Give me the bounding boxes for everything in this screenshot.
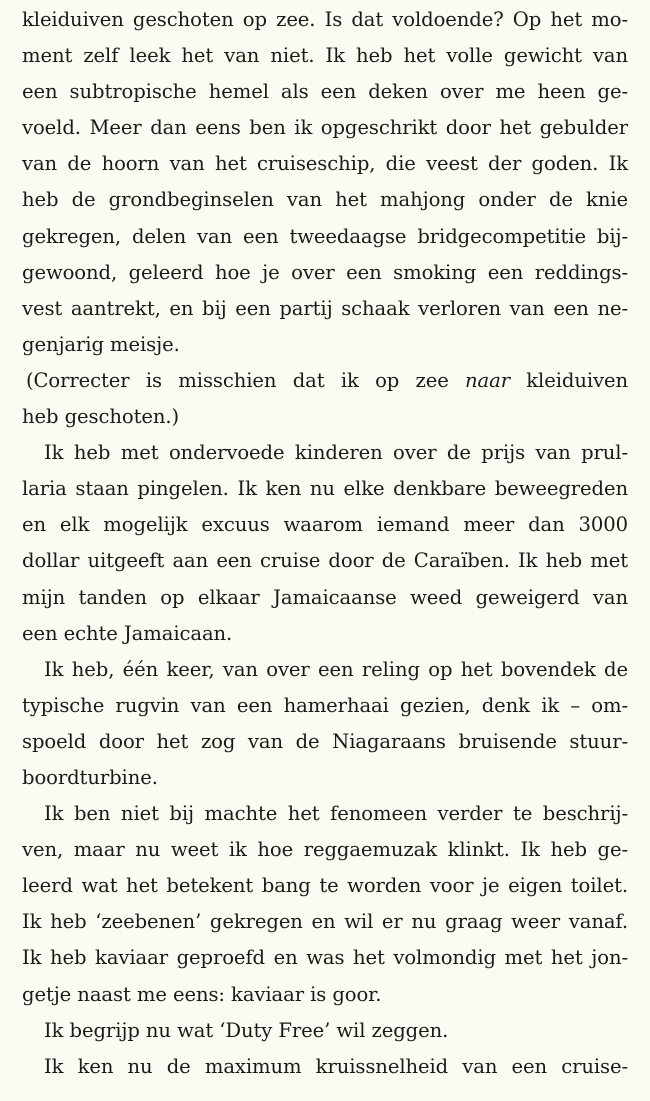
text-line: Ik heb met ondervoede kinderen over de prijs van prul- [44,441,628,465]
text-line: Ik heb ‘zeebenen’ gekregen en wil er nu graag weer vanaf. [22,910,628,934]
italic-word: naar [465,368,510,392]
text-line: voeld. Meer dan eens ben ik opgeschrikt door het gebulder [22,116,628,140]
text-line: Ik ben niet bij machte het fenomeen verder te beschrij- [44,802,628,826]
text-line: vest aantrekt, en bij een partij schaak verloren van een ne- [22,296,628,320]
paragraph-3 [22,435,628,652]
text-line [22,363,628,399]
text-line: laria staan pingelen. Ik ken nu elke denkbare beweegreden [22,477,628,501]
text-line: en elk mogelijk excuus waarom iemand meer dan 3000 [22,513,628,537]
text-line: ment zelf leek het van niet. Ik heb het volle gewicht van [22,44,628,68]
text-line: mijn tanden op elkaar Jamaicaanse weed geweigerd van [22,585,628,609]
text-line: Ik heb, één keer, van over een reling op het bovendek de [44,657,628,681]
text-line: kleiduiven geschoten op zee. Is dat voldoende? Op het mo- [22,8,628,31]
text-line: gewoond, geleerd hoe je over een smoking een reddings- [22,260,628,284]
text-line: ven, maar nu weet ik hoe reggaemuzak klinkt. Ik heb ge- [22,838,628,862]
paragraph-6 [22,1013,628,1049]
text-line: spoeld door het zog van de Niagaraans bruisende stuur- [22,729,628,753]
text-line: genjarig meisje. [22,332,180,356]
paragraph-1 [22,2,628,363]
text-line: Ik heb kaviaar geproefd en was het volmondig met het jon- [22,946,628,970]
paragraph-2 [22,363,628,435]
text-segment: (Correcter is misschien dat ik op zee [26,368,466,392]
text-line: Ik begrijp nu wat ‘Duty Free’ wil zeggen. [44,1018,449,1042]
text-line: dollar uitgeeft aan een cruise door de Caraïben. Ik heb met [22,549,628,573]
text-line: heb de grondbeginselen van het mahjong onder de knie [22,188,628,212]
text-line: typische rugvin van een hamerhaai gezien, denk ik – om- [22,693,628,717]
text-line: heb geschoten.) [22,405,180,429]
paragraph-5 [22,796,628,1013]
text-line: een subtropische hemel als een deken over me heen ge- [22,80,628,104]
text-segment: kleiduiven [509,368,629,392]
text-line: gekregen, delen van een tweedaagse bridgecompetitie bij- [22,224,628,248]
paragraph-4 [22,652,628,796]
text-line: getje naast me eens: kaviaar is goor. [22,982,382,1006]
text-line: Ik ken nu de maximum kruissnelheid van een cruise- [44,1054,628,1078]
text-line: boordturbine. [22,765,158,789]
text-line: een echte Jamaicaan. [22,621,233,645]
paragraph-7 [22,1049,628,1085]
text-line: leerd wat het betekent bang te worden voor je eigen toilet. [22,874,628,898]
text-line: van de hoorn van het cruiseschip, die veest der goden. Ik [22,152,628,176]
